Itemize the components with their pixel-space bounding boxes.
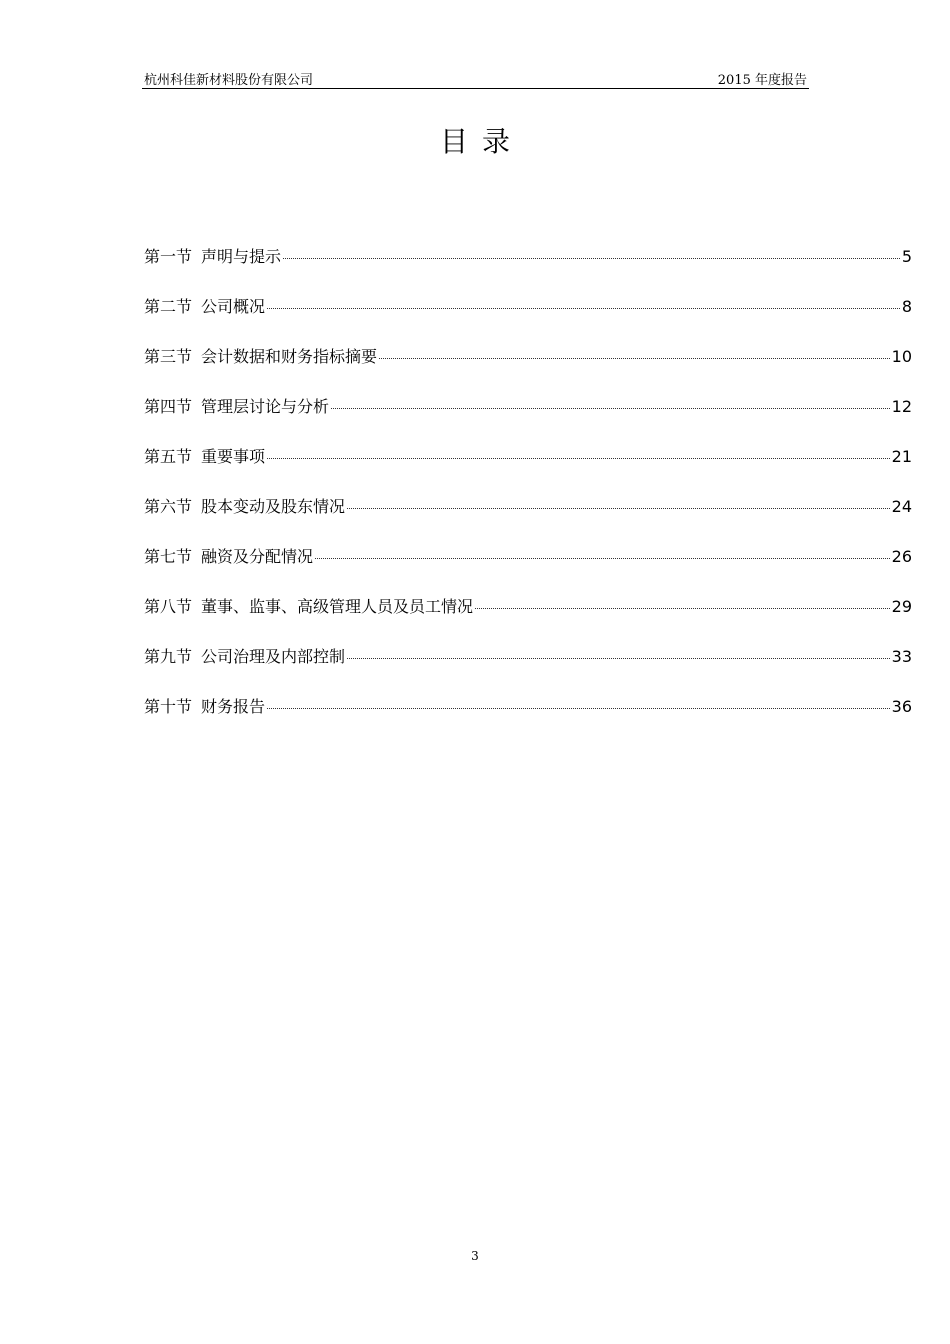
toc-title: 董事、监事、高级管理人员及员工情况 xyxy=(201,597,474,616)
toc-section: 第九节 xyxy=(144,647,193,666)
toc-section: 第六节 xyxy=(144,497,193,516)
toc-section: 第四节 xyxy=(144,397,193,416)
toc-leader xyxy=(379,358,890,359)
toc-page: 8 xyxy=(901,297,912,316)
toc-section: 第八节 xyxy=(144,597,193,616)
page-title: 目录 xyxy=(439,125,524,158)
header-company-name: 杭州科佳新材料股份有限公司 xyxy=(144,73,314,88)
toc-leader xyxy=(347,508,890,509)
toc-section: 第二节 xyxy=(144,297,193,316)
toc-entry[interactable] xyxy=(144,294,912,344)
toc-title: 公司治理及内部控制 xyxy=(201,647,346,666)
toc-title: 管理层讨论与分析 xyxy=(201,397,330,416)
toc-section: 第三节 xyxy=(144,347,193,366)
toc-page: 24 xyxy=(891,497,912,516)
toc-leader xyxy=(347,658,890,659)
toc-page: 29 xyxy=(891,597,912,616)
toc-page: 5 xyxy=(901,247,912,266)
toc-section: 第七节 xyxy=(144,547,193,566)
toc-entry[interactable] xyxy=(144,394,912,444)
toc-leader xyxy=(267,708,890,709)
toc-entry[interactable] xyxy=(144,544,912,594)
toc-entry[interactable] xyxy=(144,594,912,644)
toc-section: 第五节 xyxy=(144,447,193,466)
toc-title: 融资及分配情况 xyxy=(201,547,314,566)
toc-title: 股本变动及股东情况 xyxy=(201,497,346,516)
toc-section: 第十节 xyxy=(144,697,193,716)
toc-leader xyxy=(315,558,890,559)
toc-title: 会计数据和财务指标摘要 xyxy=(201,347,378,366)
toc-page: 26 xyxy=(891,547,912,566)
toc-entry[interactable] xyxy=(144,344,912,394)
toc-page: 21 xyxy=(891,447,912,466)
toc-entry[interactable] xyxy=(144,494,912,544)
header-report-title: 2015 年度报告 xyxy=(717,73,807,88)
toc-leader xyxy=(283,258,900,259)
toc-title: 声明与提示 xyxy=(201,247,282,266)
page-number: 3 xyxy=(471,1249,479,1263)
toc-page: 10 xyxy=(891,347,912,366)
toc-title: 公司概况 xyxy=(201,297,266,316)
toc-entry[interactable] xyxy=(144,244,912,294)
toc-leader xyxy=(267,308,900,309)
toc-title: 重要事项 xyxy=(201,447,266,466)
toc-leader xyxy=(475,608,890,609)
toc-page: 33 xyxy=(891,647,912,666)
toc-entry[interactable] xyxy=(144,694,912,744)
toc-section: 第一节 xyxy=(144,247,193,266)
page-header xyxy=(142,66,809,89)
table-of-contents xyxy=(144,244,912,744)
toc-entry[interactable] xyxy=(144,444,912,494)
toc-leader xyxy=(267,458,890,459)
toc-leader xyxy=(331,408,890,409)
toc-page: 36 xyxy=(891,697,912,716)
toc-entry[interactable] xyxy=(144,644,912,694)
toc-page: 12 xyxy=(891,397,912,416)
toc-title: 财务报告 xyxy=(201,697,266,716)
